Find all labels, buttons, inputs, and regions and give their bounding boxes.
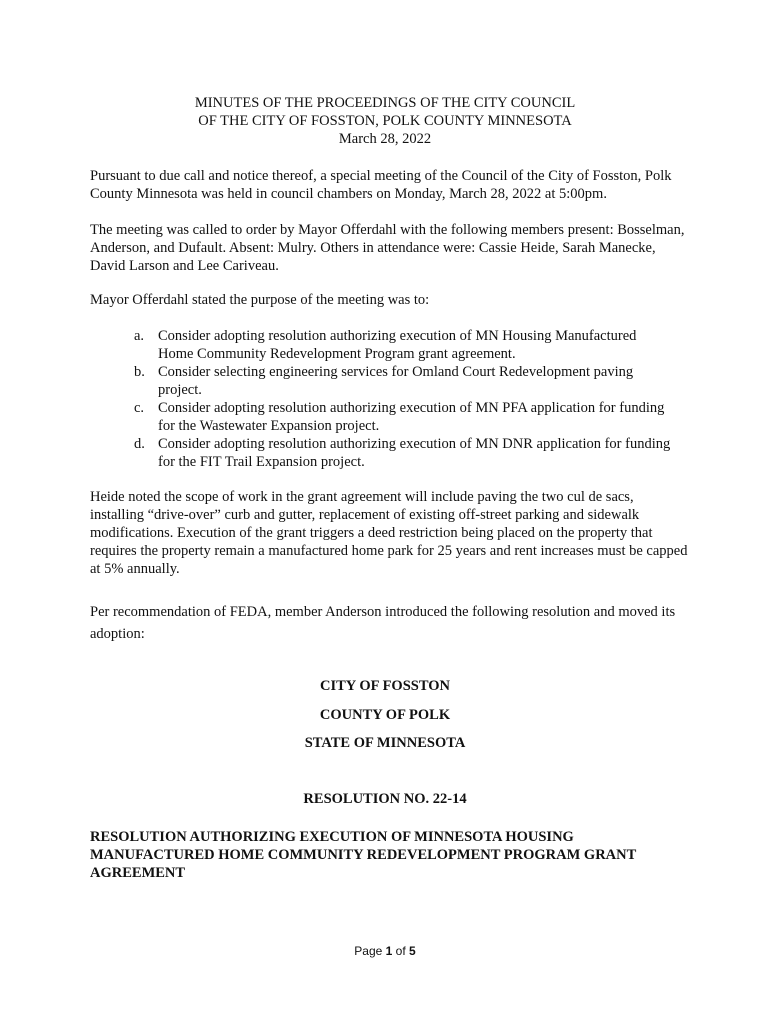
list-item xyxy=(134,327,674,363)
list-item xyxy=(134,363,674,399)
list-marker: c. xyxy=(134,400,145,416)
list-item xyxy=(134,435,674,471)
purpose-list xyxy=(134,327,674,471)
list-marker: b. xyxy=(134,364,145,380)
paragraph-purpose-intro: Mayor Offerdahl stated the purpose of the meeting was to: xyxy=(90,292,430,308)
paragraph-feda-recommendation: Per recommendation of FEDA, member Anderson introduced the following resolution and moved its adoption: xyxy=(90,604,676,642)
list-item xyxy=(134,399,674,435)
list-item-text: Consider adopting resolution authorizing execution of MN Housing Manufactured Home Community Redevelopment Program grant agreement. xyxy=(158,328,637,362)
header-title-line2: OF THE CITY OF FOSSTON, POLK COUNTY MINNESOTA xyxy=(198,113,572,129)
page-footer xyxy=(0,944,770,958)
list-marker: a. xyxy=(134,328,145,344)
resolution-number: RESOLUTION NO. 22-14 xyxy=(303,791,467,807)
footer-page-word: Page xyxy=(354,944,383,958)
resolution-title: RESOLUTION AUTHORIZING EXECUTION OF MINNESOTA HOUSING MANUFACTURED HOME COMMUNITY REDEVELOPMENT PROGRAM GRANT AGREEMENT xyxy=(90,829,637,881)
footer-page-total: 5 xyxy=(409,944,416,958)
paragraph-call-notice: Pursuant to due call and notice thereof, a special meeting of the Council of the City of Fosston, Polk County Minnesota was held in council chambers on Monday, March 28, 2022 at 5:00pm. xyxy=(90,168,672,202)
resolution-city: CITY OF FOSSTON xyxy=(320,678,450,694)
resolution-county: COUNTY OF POLK xyxy=(319,707,451,723)
footer-page-current: 1 xyxy=(385,944,393,958)
list-item-text: Consider adopting resolution authorizing execution of MN PFA application for funding for the Wastewater Expansion project. xyxy=(158,400,665,434)
paragraph-scope-of-work: Heide noted the scope of work in the grant agreement will include paving the two cul de sacs, installing “drive-over” curb and gutter, replacement of existing off-street parking and sidewalk modifications. Execution of the grant triggers a deed restriction being placed on the property that requires the property remain a manufactured home park for 25 years and rent increases must be capped at 5% annually. xyxy=(90,489,688,577)
minutes-header xyxy=(0,94,770,148)
list-item-text: Consider adopting resolution authorizing execution of MN DNR application for funding for the FIT Trail Expansion project. xyxy=(158,436,671,470)
footer-of-word: of xyxy=(395,944,406,958)
list-marker: d. xyxy=(134,436,145,452)
header-date: March 28, 2022 xyxy=(338,131,432,147)
header-title-line1: MINUTES OF THE PROCEEDINGS OF THE CITY COUNCIL xyxy=(194,95,576,111)
list-item-text: Consider selecting engineering services for Omland Court Redevelopment paving project. xyxy=(158,364,634,398)
paragraph-attendance: The meeting was called to order by Mayor Offerdahl with the following members present: Bosselman, Anderson, and Dufault. Absent: Mulry. Others in attendance were: Cassie Heide, Sarah Manecke, David Larson and Lee Cariveau. xyxy=(90,222,685,274)
resolution-state: STATE OF MINNESOTA xyxy=(304,735,466,751)
